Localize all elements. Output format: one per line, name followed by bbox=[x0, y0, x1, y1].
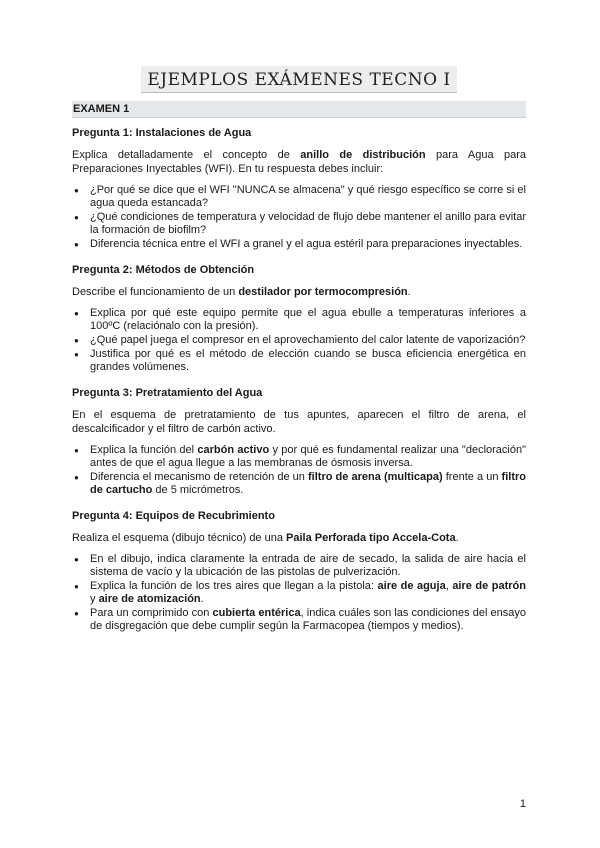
bullet-text: . bbox=[200, 593, 204, 605]
question-intro bbox=[72, 408, 526, 436]
question-intro bbox=[72, 148, 526, 176]
bullet-bold-text: aire de patrón bbox=[452, 580, 526, 592]
bullet-bold-text: aire de aguja bbox=[377, 580, 446, 592]
bullet-list bbox=[72, 444, 526, 497]
bullet-text: , indica cuáles son las condiciones del ensayo de disgregación que debe cumplir según la Farmacopea (tiempos y medios). bbox=[90, 607, 526, 632]
bullet-text: Explica la función de los tres aires que llegan a la pistola: bbox=[90, 580, 378, 592]
questions-container bbox=[72, 127, 526, 633]
bullet-text: Diferencia el mecanismo de retención de un bbox=[90, 471, 309, 483]
question-intro bbox=[72, 531, 526, 545]
page-number: 1 bbox=[519, 798, 526, 810]
intro-text: Explica detalladamente el concepto de bbox=[72, 149, 301, 161]
bullet-item bbox=[72, 607, 526, 633]
intro-bold-text: Paila Perforada tipo Accela-Cota bbox=[286, 532, 456, 544]
bullet-item bbox=[72, 334, 526, 347]
title-wrap bbox=[72, 66, 526, 93]
bullet-text: y bbox=[90, 593, 99, 605]
bullet-item bbox=[72, 580, 526, 606]
bullet-text: Para un comprimido con bbox=[90, 607, 213, 619]
question-1 bbox=[72, 127, 526, 251]
exam-header: EXAMEN 1 bbox=[72, 101, 526, 118]
bullet-list bbox=[72, 184, 526, 251]
bullet-bold-text: carbón activo bbox=[197, 444, 270, 456]
intro-text: En el esquema de pretratamiento de tus apuntes, aparecen el filtro de arena, el descalcificador y el filtro de carbón activo. bbox=[72, 409, 526, 435]
question-heading: Pregunta 3: Pretratamiento del Agua bbox=[72, 387, 263, 399]
question-4 bbox=[72, 510, 526, 633]
intro-text: Describe el funcionamiento de un bbox=[72, 286, 239, 298]
question-3 bbox=[72, 387, 526, 497]
question-heading: Pregunta 4: Equipos de Recubrimiento bbox=[72, 510, 275, 522]
question-2 bbox=[72, 264, 526, 374]
bullet-list bbox=[72, 307, 526, 374]
bullet-text: ¿Por qué se dice que el WFI "NUNCA se almacena" y qué riesgo específico se corre si el agua queda estancada? bbox=[90, 184, 526, 209]
bullet-bold-text: filtro de arena (multicapa) bbox=[308, 471, 443, 483]
bullet-text: Diferencia técnica entre el WFI a granel y el agua estéril para preparaciones inyectables. bbox=[90, 238, 523, 250]
intro-text: para Agua para Preparaciones Inyectables (WFI). En tu respuesta debes incluir: bbox=[72, 149, 526, 175]
bullet-item bbox=[72, 471, 526, 497]
bullet-item bbox=[72, 553, 526, 579]
intro-bold-text: anillo de distribución bbox=[300, 149, 426, 161]
bullet-text: y por qué es fundamental realizar una "decloración" antes de que el agua llegue a las membranas de ósmosis inversa. bbox=[90, 444, 526, 469]
bullet-text: de 5 micrómetros. bbox=[152, 484, 244, 496]
bullet-item bbox=[72, 307, 526, 333]
bullet-text: ¿Qué condiciones de temperatura y velocidad de flujo debe mantener el anillo para evitar la formación de biofilm? bbox=[90, 211, 526, 236]
question-heading: Pregunta 1: Instalaciones de Agua bbox=[72, 127, 252, 139]
intro-text: . bbox=[407, 286, 411, 298]
intro-text: Realiza el esquema (dibujo técnico) de una bbox=[72, 532, 287, 544]
bullet-text: Explica la función del bbox=[90, 444, 198, 456]
bullet-item bbox=[72, 348, 526, 374]
bullet-text: frente a un bbox=[442, 471, 502, 483]
bullet-text: Explica por qué este equipo permite que el agua ebulle a temperaturas inferiores a 100ºC (relaciónalo con la presión). bbox=[90, 307, 526, 332]
question-heading: Pregunta 2: Métodos de Obtención bbox=[72, 264, 255, 276]
bullet-text: , bbox=[445, 580, 453, 592]
intro-bold-text: destilador por termocompresión bbox=[238, 286, 408, 298]
bullet-item bbox=[72, 184, 526, 210]
question-intro bbox=[72, 285, 526, 299]
bullet-bold-text: cubierta entérica bbox=[212, 607, 301, 619]
bullet-bold-text: filtro de cartucho bbox=[90, 471, 526, 496]
bullet-text: Justifica por qué es el método de elección cuando se busca eficiencia energética en grandes volúmenes. bbox=[90, 348, 526, 373]
document-title: EJEMPLOS EXÁMENES TECNO I bbox=[141, 66, 456, 93]
document-page bbox=[72, 66, 526, 646]
bullet-item bbox=[72, 444, 526, 470]
bullet-item bbox=[72, 238, 526, 251]
bullet-bold-text: aire de atomización bbox=[98, 593, 201, 605]
bullet-text: ¿Qué papel juega el compresor en el aprovechamiento del calor latente de vaporización? bbox=[90, 334, 526, 346]
bullet-item bbox=[72, 211, 526, 237]
intro-text: . bbox=[455, 532, 459, 544]
bullet-list bbox=[72, 553, 526, 633]
bullet-text: En el dibujo, indica claramente la entrada de aire de secado, la salida de aire hacia el sistema de vacío y la ubicación de las pistolas de pulverización. bbox=[90, 553, 526, 578]
